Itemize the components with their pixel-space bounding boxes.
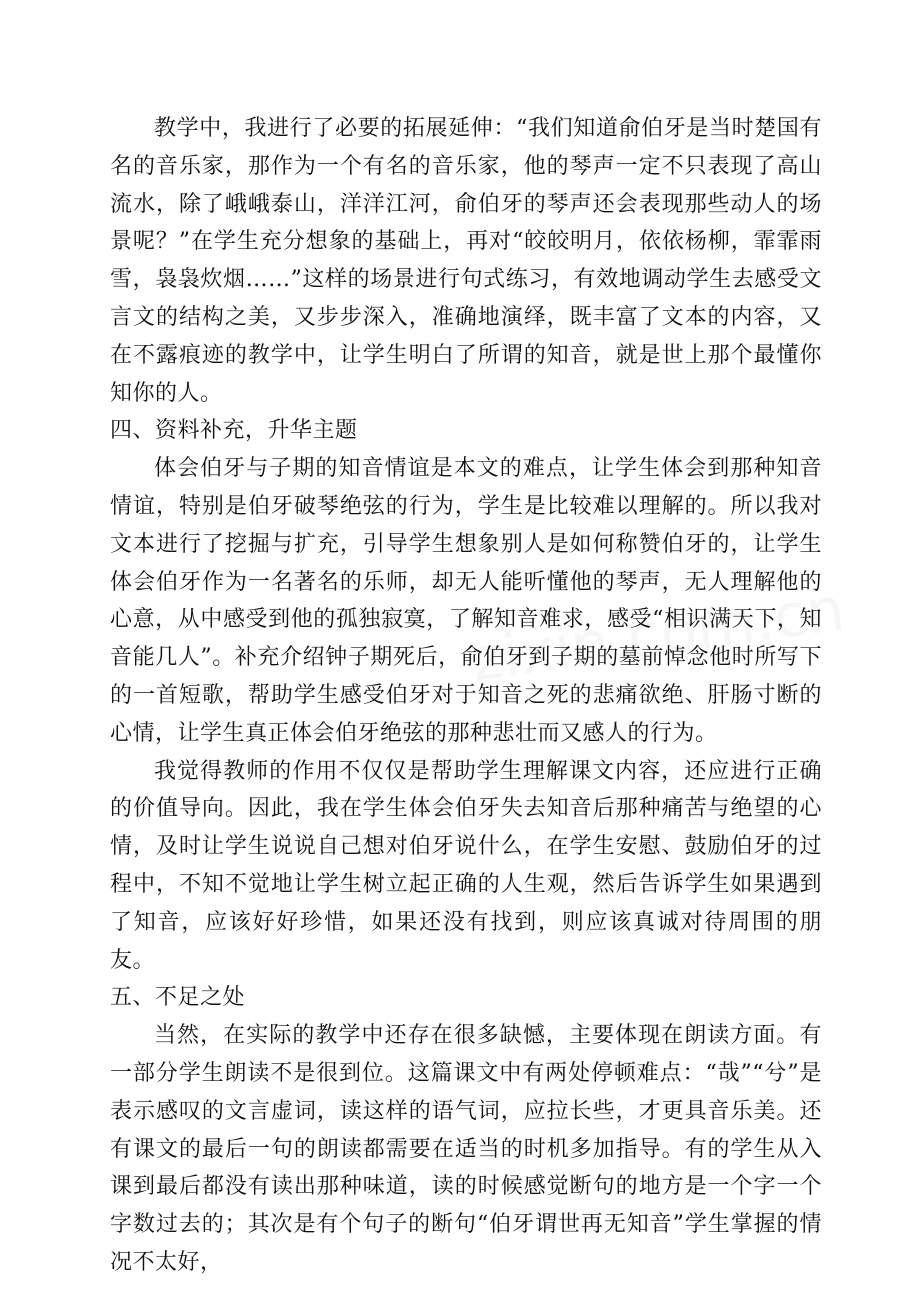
section-heading-4: 四、资料补充，升华主题 <box>110 418 358 444</box>
section-heading-5: 五、不足之处 <box>110 985 246 1011</box>
paragraph-extension-teaching: 教学中，我进行了必要的拓展延伸：“我们知道俞伯牙是当时楚国有名的音乐家，那作为一个有名的音乐家，他的琴声一定不只表现了高山流水，除了峨峨泰山，洋洋江河，俞伯牙的琴声还会表现那些动人的场景呢？”在学生充分想象的基础上，再对“皎皎明月，依依杨柳，霏霏雨雪，袅袅炊烟……”这样的场景进行句式练习，有效地调动学生去感受文言文的结构之美，又步步深入，准确地演绎，既丰富了文本的内容，又在不露痕迹的教学中，让学生明白了所谓的知音，就是世上那个最懂你知你的人。 <box>110 116 822 406</box>
document-body <box>110 110 822 1282</box>
paragraph-teacher-role: 我觉得教师的作用不仅仅是帮助学生理解课文内容，还应进行正确的价值导向。因此，我在学生体会伯牙失去知音后那种痛苦与绝望的心情，及时让学生说说自己想对伯牙说什么，在学生安慰、鼓励伯牙的过程中，不知不觉地让学生树立起正确的人生观，然后告诉学生如果遇到了知音，应该好好珍惜，如果还没有找到，则应该真诚对待周围的朋友。 <box>110 758 822 973</box>
paragraph-zhiyin-friendship: 体会伯牙与子期的知音情谊是本文的难点，让学生体会到那种知音情谊，特别是伯牙破琴绝弦的行为，学生是比较难以理解的。所以我对文本进行了挖掘与扩充，引导学生想象别人是如何称赞伯牙的，让学生体会伯牙作为一名著名的乐师，却无人能听懂他的琴声，无人理解他的心意，从中感受到他的孤独寂寞，了解知音难求，感受“相识满天下，知音能几人”。补充介绍钟子期死后，俞伯牙到子期的墓前悼念他时所写下的一首短歌，帮助学生感受伯牙对于知音之死的悲痛欲绝、肝肠寸断的心情，让学生真正体会伯牙绝弦的那种悲壮而又感人的行为。 <box>110 456 822 746</box>
paragraph-shortcomings: 当然，在实际的教学中还存在很多缺憾，主要体现在朗读方面。有一部分学生朗读不是很到位。这篇课文中有两处停顿难点：“哉”“兮”是表示感叹的文言虚词，读这样的语气词，应拉长些，才更具音乐美。还有课文的最后一句的朗读都需要在适当的时机多加指导。有的学生从入课到最后都没有读出那种味道，读的时候感觉断句的地方是一个字一个字数过去的；其次是有个句子的断句“伯牙谓世再无知音”学生掌握的情况不太好， <box>110 1023 822 1275</box>
